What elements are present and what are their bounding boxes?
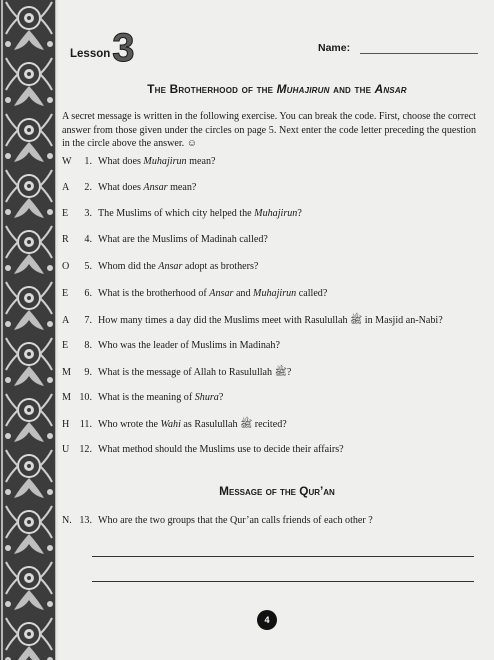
question-number: 5. (84, 261, 92, 272)
lesson-label: Lesson (70, 48, 111, 60)
question-number: 7. (84, 315, 92, 326)
question-number: 10. (79, 392, 92, 403)
question-4 (62, 234, 482, 245)
question-text: How many times a day did the Muslims meet with Rasulullah ﷺ in Masjid an-Nabi? (98, 315, 443, 326)
question-2 (62, 182, 482, 193)
question-italic-term: Wahi (160, 419, 181, 430)
question-5 (62, 261, 482, 272)
question-text: ? (218, 392, 224, 403)
question-italic-term: Ansar (143, 182, 168, 193)
question-8 (62, 340, 482, 351)
question-text: called? (296, 288, 328, 299)
question-italic-term: Muhajirun (253, 288, 297, 299)
decorative-border (0, 0, 58, 660)
question-text: mean? (167, 182, 197, 193)
page-number: 4 (257, 610, 277, 630)
code-letter: W (62, 156, 72, 167)
lesson-header (70, 26, 135, 70)
question-italic-term: Muhajirun (254, 208, 298, 219)
name-field[interactable] (360, 53, 478, 54)
question-number: 13. (79, 515, 92, 526)
title-text-4: Ansar (374, 82, 407, 96)
code-letter: E (62, 340, 69, 351)
title-text-2: Muhajirun (276, 82, 330, 96)
code-letter: O (62, 261, 70, 272)
question-text: and (233, 288, 254, 299)
question-7 (62, 314, 482, 329)
question-number: 9. (84, 367, 92, 378)
code-letter: M (62, 367, 71, 378)
question-number: 4. (84, 234, 92, 245)
question-text: as Rasulullah ﷺ recited? (180, 419, 287, 430)
code-letter: R (62, 234, 69, 245)
question-text: What is the brotherhood of (98, 288, 210, 299)
code-letter: E (62, 288, 69, 299)
question-text: The Muslims of which city helped the (98, 208, 255, 219)
question-13 (62, 515, 482, 526)
question-number: 6. (84, 288, 92, 299)
code-letter: A (62, 315, 70, 326)
answer-line-2[interactable] (92, 581, 474, 582)
answer-line-1[interactable] (92, 556, 474, 557)
question-10 (62, 392, 482, 403)
question-italic-term: Shura (194, 392, 219, 403)
code-letter: A (62, 182, 70, 193)
question-text: adopt as brothers? (182, 261, 259, 272)
question-text: What does (98, 182, 144, 193)
question-text: What are the Muslims of Madinah called? (98, 234, 268, 245)
question-text: What method should the Muslims use to decide their affairs? (98, 444, 344, 455)
question-text: Whom did the (98, 261, 159, 272)
lesson-number: 3 (112, 26, 135, 70)
question-number: 12. (79, 444, 92, 455)
question-text: Who are the two groups that the Qur’an calls friends of each other ? (98, 515, 373, 526)
instructions-paragraph: A secret message is written in the following exercise. You can break the code. First, choose the correct answer from those given under the circles on page 5. Next enter the code letter preceding the question in the circle above the answer. ☺ (62, 111, 476, 150)
question-6 (62, 288, 482, 299)
question-number: 1. (84, 156, 92, 167)
code-letter: U (62, 444, 70, 455)
question-1 (62, 156, 482, 167)
title-text-1: The Brotherhood of the (147, 82, 277, 96)
code-letter: M (62, 392, 71, 403)
code-letter: H (62, 419, 70, 430)
question-number: 8. (84, 340, 92, 351)
question-number: 3. (84, 208, 92, 219)
question-number: 2. (84, 182, 92, 193)
question-italic-term: Ansar (158, 261, 183, 272)
title-text-3: and the (329, 82, 375, 96)
question-text: Who wrote the (98, 419, 161, 430)
section-title: Message of the Qur’an (219, 484, 335, 498)
question-text: What is the meaning of (98, 392, 195, 403)
question-italic-term: Muhajirun (143, 156, 187, 167)
question-text: What does (98, 156, 144, 167)
question-number: 11. (79, 419, 92, 430)
code-letter: E (62, 208, 69, 219)
question-3 (62, 208, 482, 219)
question-text: ? (297, 208, 302, 219)
question-12 (62, 444, 482, 455)
code-letter: N. (62, 515, 72, 526)
question-9 (62, 366, 482, 381)
name-label: Name: (318, 42, 351, 54)
question-italic-term: Ansar (209, 288, 234, 299)
question-text: mean? (186, 156, 216, 167)
question-text: What is the message of Allah to Rasulullah ﷺ? (98, 367, 292, 378)
question-11 (62, 418, 482, 433)
page-title (60, 82, 494, 96)
question-text: Who was the leader of Muslims in Madinah? (98, 340, 280, 351)
